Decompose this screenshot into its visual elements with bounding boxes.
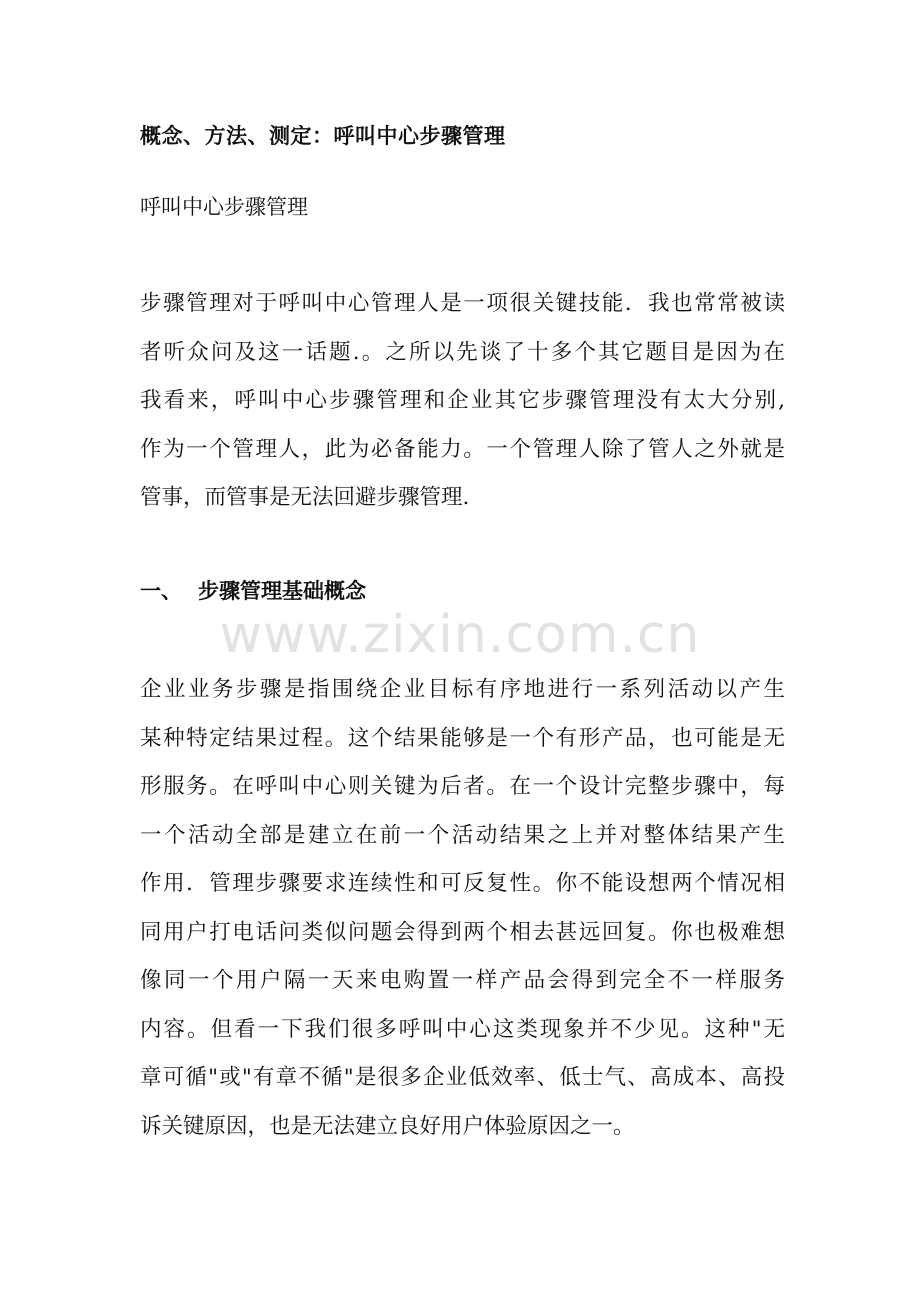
document-title: 概念、方法、测定：呼叫中心步骤管理 xyxy=(140,123,506,148)
paragraph-line: 诉关键原因，也是无法建立良好用户体验原因之一。 xyxy=(140,1113,635,1139)
paragraph-line: 形服务。在呼叫中心则关键为后者。在一个设计完整步骤中，每 xyxy=(140,774,785,799)
section-heading-text: 步骤管理基础概念 xyxy=(198,578,366,603)
paragraph-line: 作用．管理步骤要求连续性和可反复性。你不能设想两个情况相 xyxy=(140,871,785,896)
paragraph-line: 者听众问及这一话题.。之所以先谈了十多个其它题目是因为在 xyxy=(140,339,785,365)
paragraph-line: 我看来，呼叫中心步骤管理和企业其它步骤管理没有太大分别, xyxy=(140,388,785,413)
section-number: 一、 xyxy=(140,578,182,603)
paragraph-line: 内容。但看一下我们很多呼叫中心这类现象并不少见。这种"无 xyxy=(140,1016,785,1042)
paragraph-line: 步骤管理对于呼叫中心管理人是一项很关键技能．我也常常被读 xyxy=(140,291,785,316)
paragraph-line: 一个活动全部是建立在前一个活动结果之上并对整体结果产生 xyxy=(140,822,785,848)
paragraph-line: 像同一个用户隔一天来电购置一样产品会得到完全不一样服务 xyxy=(140,968,785,993)
watermark: www.zixin.com.cn xyxy=(219,605,701,665)
document-subtitle: 呼叫中心步骤管理 xyxy=(140,195,308,219)
paragraph-line: 企业业务步骤是指围绕企业目标有序地进行一系列活动以产生 xyxy=(140,677,785,702)
paragraph-line: 管事，而管事是无法回避步骤管理. xyxy=(140,485,470,510)
intro-paragraph xyxy=(140,280,785,523)
section-heading xyxy=(140,573,366,609)
paragraph-line: 同用户打电话问类似问题会得到两个相去甚远回复。你也极难想 xyxy=(140,919,785,945)
paragraph-line: 某种特定结果过程。这个结果能够是一个有形产品，也可能是无 xyxy=(140,725,785,751)
paragraph-line: 章可循"或"有章不循"是很多企业低效率、低士气、高成本、高投 xyxy=(140,1065,785,1090)
paragraph-line: 作为一个管理人，此为必备能力。一个管理人除了管人之外就是 xyxy=(140,436,785,462)
body-paragraph xyxy=(140,666,785,1151)
